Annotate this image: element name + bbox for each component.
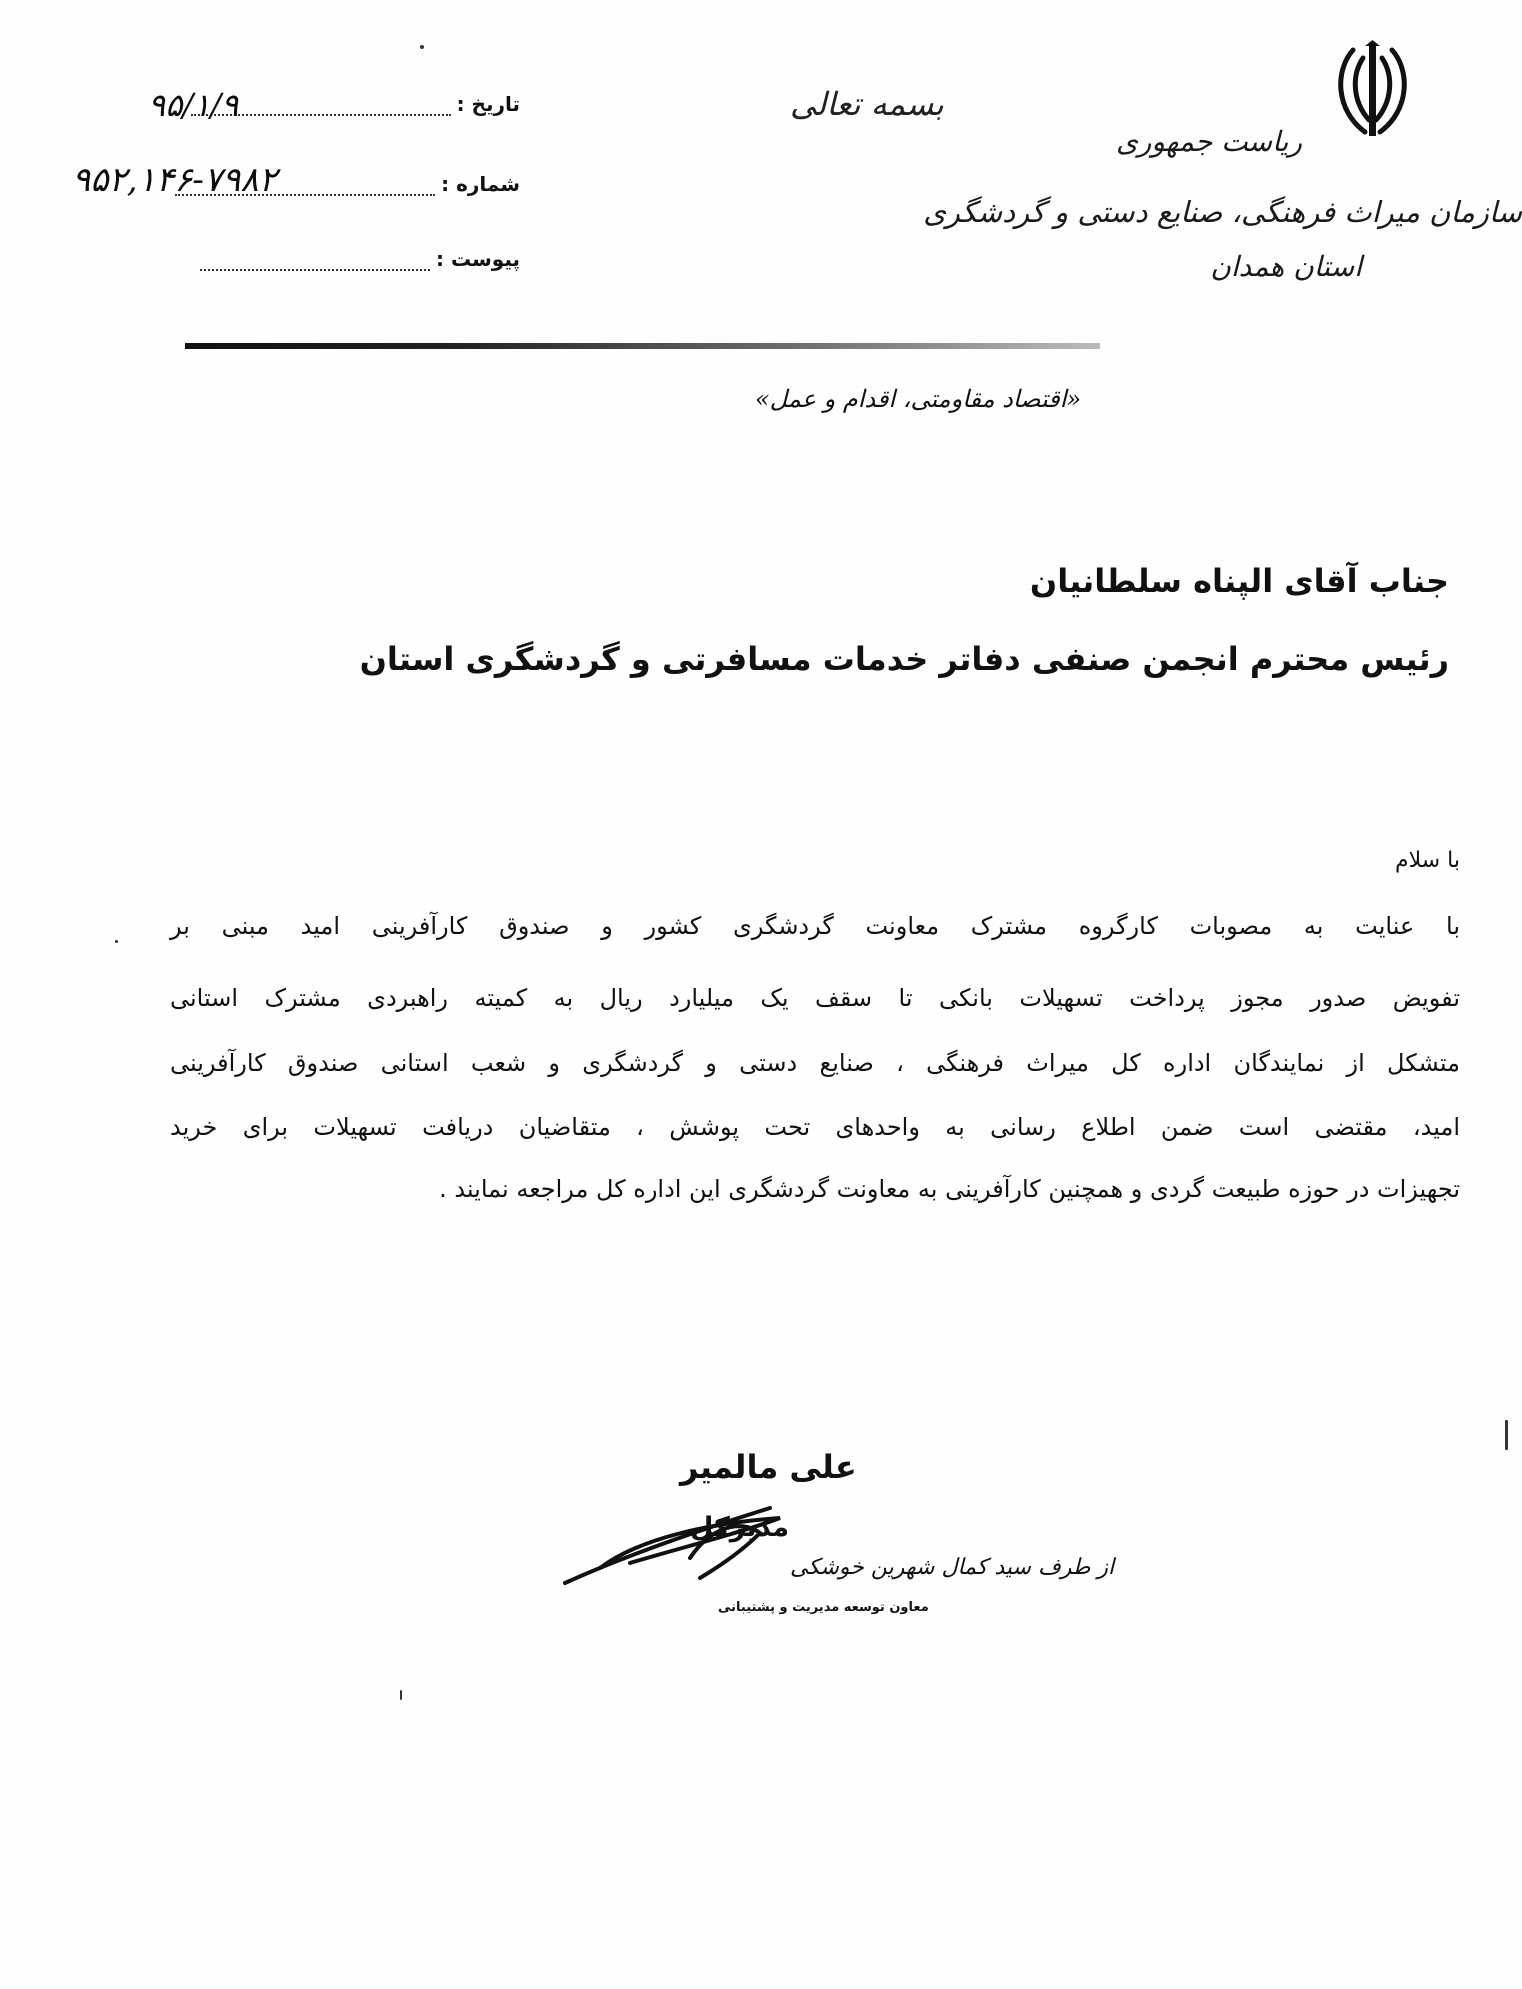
attachment-row	[200, 247, 520, 271]
iran-emblem-icon	[1325, 40, 1420, 140]
center-title: بسمه تعالی	[790, 85, 944, 123]
agency-line-organization: سازمان میراث فرهنگی، صنایع دستی و گردشگری	[923, 195, 1522, 229]
signer-name: علی مالمیر	[680, 1448, 857, 1486]
scan-speck	[115, 940, 118, 943]
body-line: تجهیزات در حوزه طبیعت گردی و همچنین کارآفرینی به معاونت گردشگری این اداره کل مراجعه نمایند .	[439, 1175, 1460, 1203]
greeting: با سلام	[1394, 848, 1460, 873]
date-row	[191, 92, 520, 116]
body-line: تفویض صدور مجوز پرداخت تسهیلات بانکی تا سقف یک میلیارد ریال به کمیته راهبردی مشترک استانی	[170, 984, 1460, 1012]
recipient-title: رئیس محترم انجمن صنفی دفاتر خدمات مسافرتی و گردشگری استان	[359, 640, 1449, 678]
agency-line-province: استان همدان	[1210, 250, 1362, 283]
number-value: ۹۵۲,۱۴۶-۷۹۸۲	[72, 160, 277, 200]
scan-speck	[400, 1690, 402, 1700]
slogan: «اقتصاد مقاومتی، اقدام و عمل»	[755, 385, 1082, 413]
date-value: ۹۵/۱/۹	[148, 86, 239, 124]
body-line: متشکل از نمایندگان اداره کل میراث فرهنگی ، صنایع دستی و گردشگری و شعب استانی صندوق کارآفرینی	[170, 1049, 1460, 1077]
body-line: امید، مقتضی است ضمن اطلاع رسانی به واحدهای تحت پوشش ، متقاضیان دریافت تسهیلات برای خرید	[170, 1113, 1460, 1141]
recipient-name: جناب آقای الپناه سلطانیان	[1029, 562, 1449, 600]
body-line: با عنایت به مصوبات کارگروه مشترک معاونت گردشگری کشور و صندوق کارآفرینی امید مبنی بر	[170, 912, 1460, 940]
signer-title: مدیرکل	[690, 1512, 790, 1543]
header-separator	[185, 343, 1100, 349]
date-label: تاریخ :	[456, 92, 520, 116]
scan-speck	[1505, 1420, 1508, 1450]
number-label: شماره :	[441, 172, 520, 196]
on-behalf-note: از طرف سید کمال شهرین خوشکی	[790, 1555, 1115, 1580]
agency-line-presidency: ریاست جمهوری	[1115, 125, 1302, 158]
attachment-dotted-line	[200, 251, 430, 271]
scan-speck	[420, 45, 424, 49]
deputy-title: معاون توسعه مدیریت و پشتیبانی	[718, 1600, 929, 1615]
signature-scribble-icon	[560, 1488, 790, 1598]
attachment-label: پیوست :	[435, 247, 520, 271]
